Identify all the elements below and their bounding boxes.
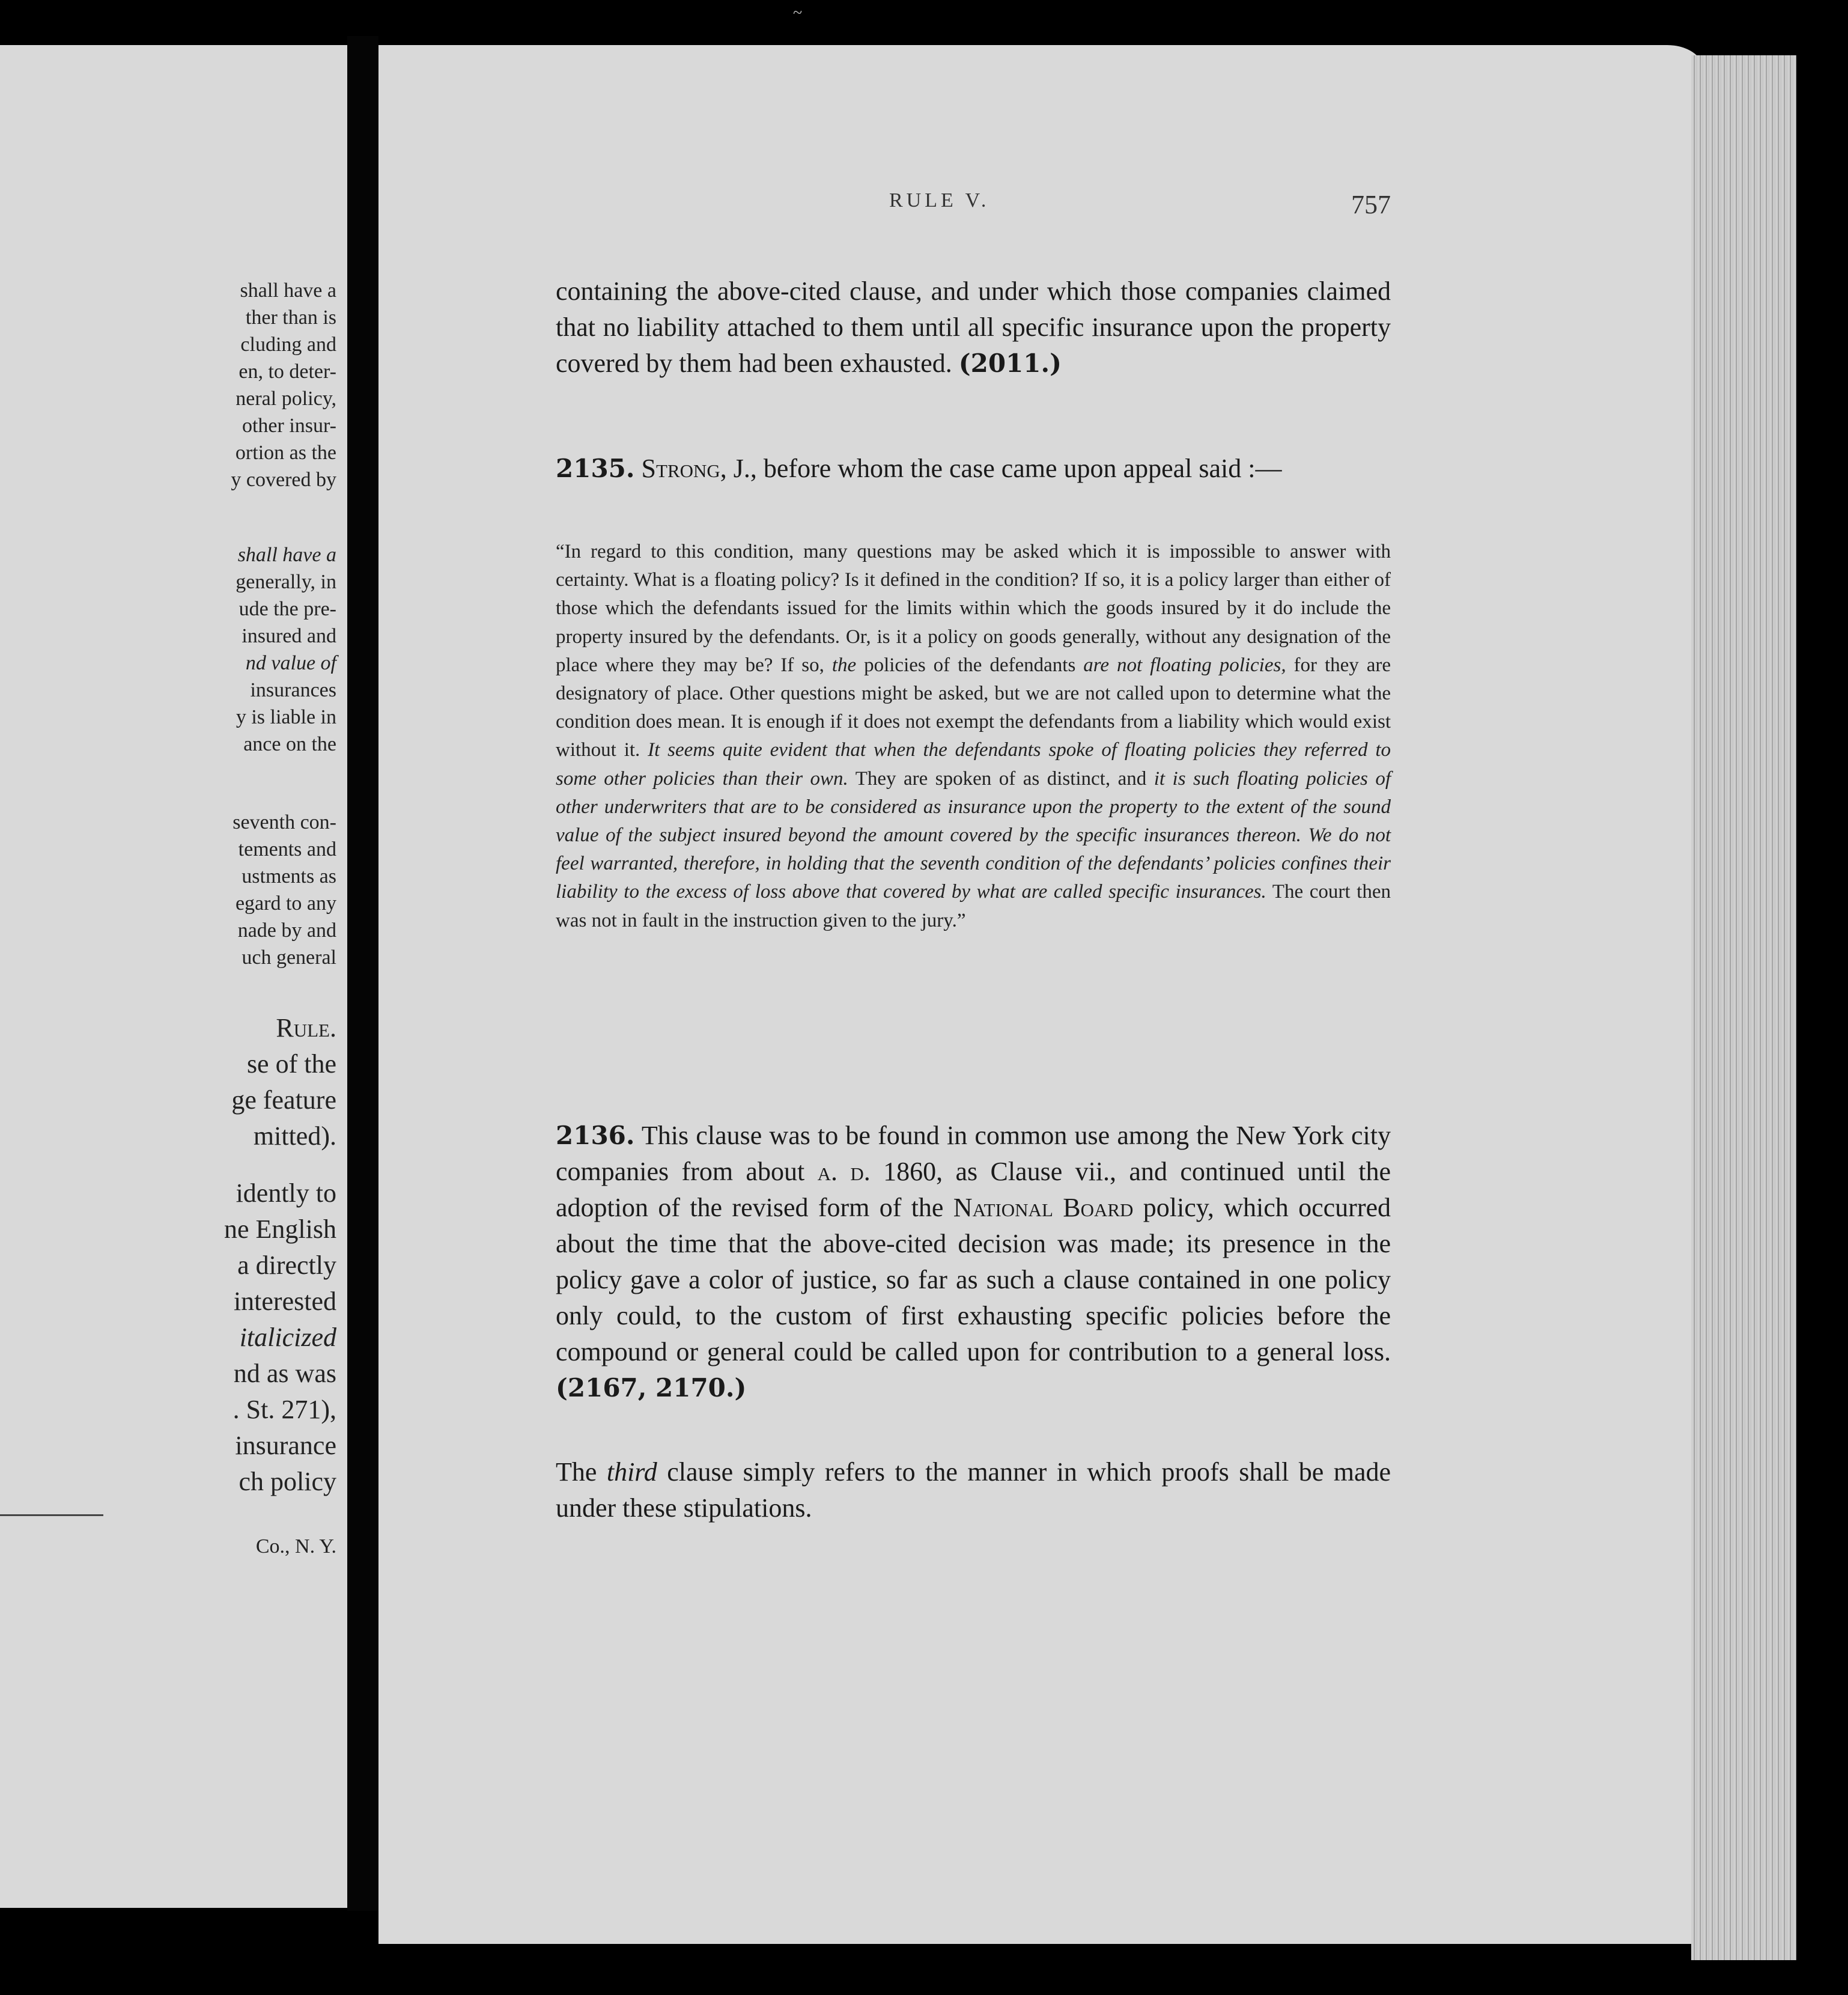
left-page-line: mitted).: [253, 1121, 336, 1151]
footnote-rule: [0, 1514, 103, 1516]
left-page-line: ch policy: [239, 1467, 336, 1496]
left-page-line: other insur-: [242, 415, 336, 437]
quote-italic: it is such floating policies of other underwriters that are to be considered as insurance upon the property to the extent of the sound value of the subject insured beyond the amount covered by the specific insurances thereon. We do not feel warranted, therefore, in holding that the seventh condition of the defendants’ policies confines their liability to the excess of loss above that covered by what are called specific insurances.: [556, 767, 1391, 903]
left-page-line: ude the pre-: [239, 598, 336, 620]
paragraph-text: The: [556, 1457, 607, 1487]
running-head: [556, 189, 1391, 225]
paragraph-text: , J., before whom the case came upon appeal said :—: [720, 454, 1282, 483]
left-page-line: nade by and: [237, 919, 336, 942]
quote-text: policies of the defendants: [856, 654, 1084, 676]
left-page-line: ge feature: [231, 1085, 336, 1115]
left-page-line: insurances: [250, 679, 336, 701]
left-page-line: insured and: [242, 625, 336, 647]
running-head-title: RULE V.: [889, 189, 990, 212]
quote-italic: the: [831, 654, 857, 676]
left-page-line: interested: [233, 1287, 336, 1316]
section-number: 2136.: [556, 1121, 635, 1150]
left-page-line: ortion as the: [235, 442, 336, 464]
left-page-line: tements and: [238, 838, 336, 860]
page-number: 757: [1351, 190, 1391, 219]
left-page-line: shall have a: [240, 279, 336, 302]
left-page-line: ther than is: [245, 306, 336, 329]
left-page-line: y covered by: [231, 469, 336, 491]
left-page-line: nd as was: [233, 1359, 336, 1388]
book-gutter: [347, 36, 378, 1911]
left-page-line: insurance: [235, 1431, 336, 1460]
paragraph-text: This clause was to be found in common use among the New York city companies from about: [556, 1121, 1391, 1186]
quote-text: The court then was not in fault in the instruction given to the jury.”: [556, 881, 1391, 931]
era-abbreviation: a. d.: [817, 1157, 871, 1186]
paragraph-2135: [556, 451, 1391, 487]
quote-italic: It seems quite evident that when the defendants spoke of floating policies they referred to some other policies than their own.: [556, 739, 1391, 790]
paragraph-text: containing the above-cited clause, and under which those companies claimed that no liability attached to them until all specific insurance upon the property covered by them had been exhausted.: [556, 276, 1391, 378]
quote-text: “In regard to this condition, many questions may be asked which it is impossible to answer with certainty. What is a floating policy? Is it defined in the condition? If so, it is a policy larger than either of those which the defendants issued for the limits within which the goods insured by it do include the property insured by the defendants. Or, is it a policy on goods generally, without any designation of the place where they may be? If so,: [556, 541, 1391, 676]
left-page-line: generally, in: [236, 571, 336, 593]
left-page-line: italicized: [239, 1323, 336, 1352]
left-page-line: shall have a: [237, 544, 336, 566]
cross-reference: (2011.): [958, 349, 1062, 378]
paragraph-continuation: [556, 273, 1391, 382]
block-quote: [556, 538, 1391, 935]
left-page-line: idently to: [236, 1178, 336, 1208]
left-page-line: . St. 271),: [233, 1395, 336, 1424]
left-page-line: uch general: [242, 946, 336, 969]
board-name: National Board: [953, 1193, 1134, 1222]
left-page-line: ne English: [224, 1214, 336, 1244]
left-page-line: Co., N. Y.: [255, 1535, 336, 1558]
quote-text: They are spoken of as distinct, and: [848, 767, 1154, 790]
left-page-line: seventh con-: [233, 811, 336, 833]
left-page: [0, 45, 347, 1908]
left-page-line: en, to deter-: [239, 361, 336, 383]
left-page-line: nd value of: [245, 652, 336, 674]
left-page-line: a directly: [237, 1250, 336, 1280]
section-number: 2135.: [556, 454, 635, 483]
left-page-line: ustments as: [242, 865, 336, 888]
emphasis: third: [606, 1457, 657, 1487]
paragraph-text: 1860, as Clause vii., and continued until the adoption of the revised form of the: [556, 1157, 1391, 1222]
cross-reference: (2167, 2170.): [556, 1373, 747, 1403]
left-page-line: neral policy,: [236, 388, 336, 410]
paragraph-text: clause simply refers to the manner in which proofs shall be made under these stipulations.: [556, 1457, 1391, 1523]
quote-text: for they are designatory of place. Other questions might be asked, but we are not called upon to determine what the condition does mean. It is enough if it does not exempt the defendants from a liability which would exist without it.: [556, 654, 1391, 761]
paragraph-final: [556, 1454, 1391, 1526]
judge-name: Strong: [641, 454, 720, 483]
left-page-line: y is liable in: [236, 706, 336, 728]
left-page-line: se of the: [246, 1049, 336, 1079]
paragraph-text: policy, which occurred about the time that the above-cited decision was made; its presence in the policy gave a color of justice, so far as such a clause contained in one policy only could, to the custom of first exhausting specific policies before the compound or general could be called upon for contribution to a general loss.: [556, 1193, 1391, 1366]
left-page-line: egard to any: [235, 892, 336, 915]
left-page-line: Rule.: [276, 1013, 336, 1043]
scan-mark: ~: [793, 4, 803, 22]
left-page-line: ance on the: [243, 733, 336, 755]
quote-italic: are not floating policies,: [1083, 654, 1286, 676]
page-edges: [1691, 55, 1796, 1960]
left-page-line: cluding and: [240, 334, 336, 356]
paragraph-2136: [556, 1118, 1391, 1406]
